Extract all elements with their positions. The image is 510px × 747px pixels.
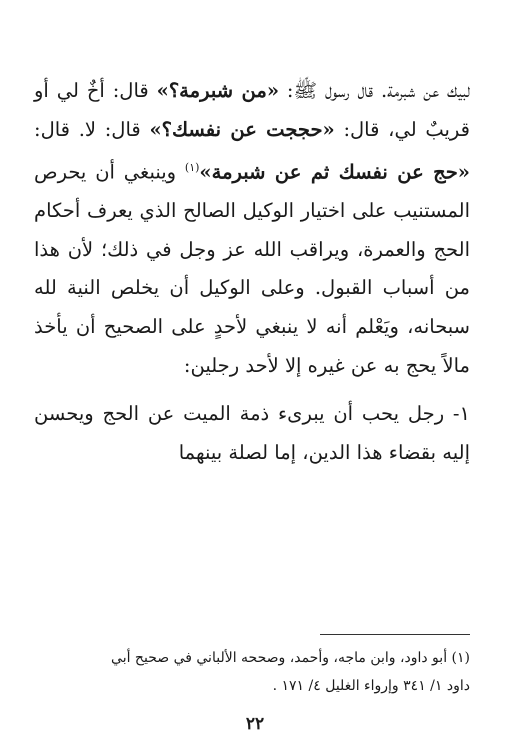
text-run: قال: أخٌ لي أو قريبٌ لي، قال:: [34, 79, 470, 141]
page-number: ٢٢: [245, 714, 265, 734]
main-text: [34, 72, 470, 472]
quote-perform-hajj-for-yourself: «حج عن نفسك ثم عن شبرمة»: [199, 160, 470, 184]
paragraph: [34, 72, 470, 385]
list-item: ١- رجل يحب أن يبرىء ذمة الميت عن الحج ويحسن إليه بقضاء هذا الدين، إما لصلة بينهما: [34, 402, 470, 464]
footnote-line: داود ١/ ٣٤١ وإرواء الغليل ٤/ ١٧١ .: [272, 678, 470, 694]
footnote-reference: (١): [184, 161, 200, 175]
footnote-line: (١) أبو داود، وابن ماجه، وأحمد، وصححه الألباني في صحيح أبي: [111, 650, 470, 666]
text-run: قال: لا. قال:: [34, 117, 150, 141]
footnotes: [40, 644, 470, 700]
footnote-divider: [320, 634, 470, 635]
quote-who-is-shubruma: «من شبرمة؟»: [156, 79, 280, 102]
text-run: لبيك عن شبرمة. قال رسول ﷺ:: [279, 79, 470, 102]
quote-did-you-perform-hajj: «حججت عن نفسك؟»: [149, 117, 335, 141]
text-run: وينبغي أن يحرص المستنيب على اختيار الوكيل الصالح الذي يعرف أحكام الحج والعمرة، ويراقب الله عز وجل في ذلك؛ لأن هذا من أسباب القبول. وعلى الوكيل أن يخلص النية لله سبحانه، ويَعْلم أنه لا ينبغي لأحدٍ على الصحيح أن يأخذ مالاً يحج به عن غيره إلا لأحد رجلين:: [34, 160, 470, 377]
